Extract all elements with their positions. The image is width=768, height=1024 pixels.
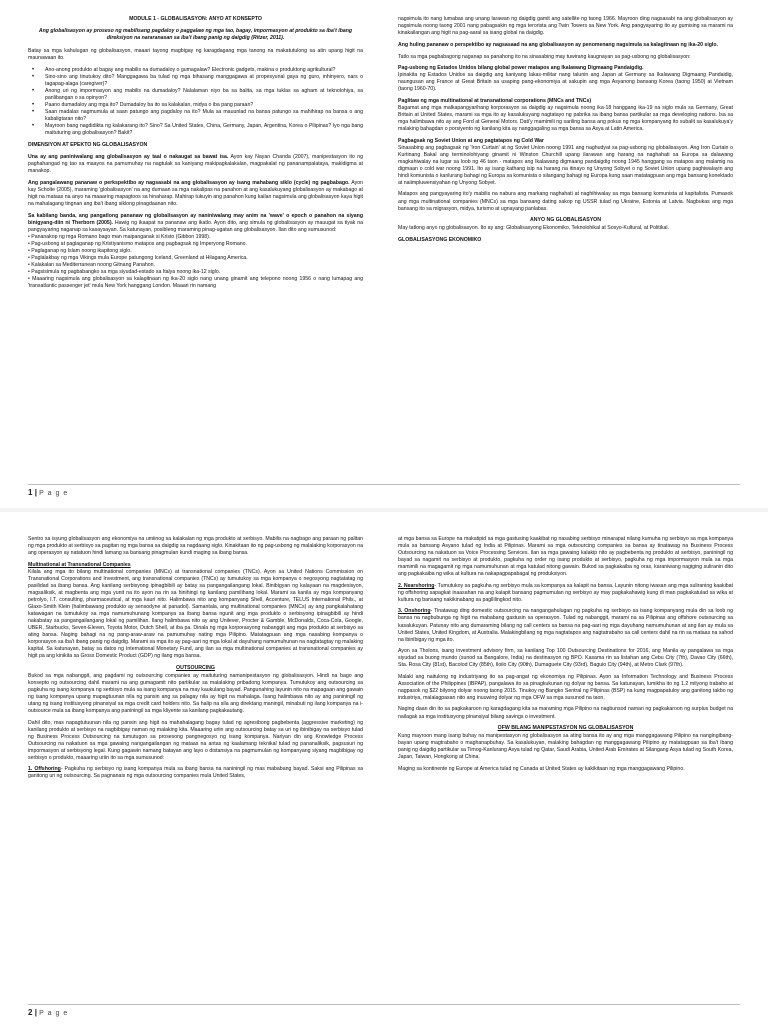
- page-number: 1: [28, 488, 33, 497]
- paragraph: [28, 180, 363, 208]
- paragraph: Kilala ang mga ito bilang multinational companies (MNCs) at transnational companies (TNCs). Ayon sa United Nations Commission on Transnational Corporations and Investment, ang transnational companies (TNCs) ay tumutukoy sa mga kompanya o negosyong nagtatatag ng pasilidad sa ibang bansa. Ang kanilang serbisyong ipinagbibili ay batay sa pangangailangang lokal. Binibigyan ng kalayaan na magdesisyon, magsaliksik, at magbenta ang mga yunit na ito ayon na rin sa hinihingi ng kanilang pamilihang lokal. Marami sa kanila ay mga kompanyang petrolyo, I.T. consulting, pharmaceutical, at mga kauri nito. Halimbawa nito ang kompanyang Shell, Accenture, TELUS International Phils., at Glaxo-Smith Klein (halimbawang produkto ay sensodyne at panadol). Samantala, ang multinational companies (MNCs) ay ang pangkalahatang katawagan na tumutukoy sa mga namumuhunang kompanya sa ibang bansa ngunit ang mga produkto o serbisyong ipinagbibili ay hindi nakabatay sa pangangailangang lokal ng pamilihan. Ilang halimbawa nito ay ang Unilever, Procter & Gamble, McDonalds, Coca-Cola, Google, UBER, Starbucks, Seven-Eleven, Toyota Motor, Dutch Shell, at iba pa. Dinala ng mga korporasyong nabanggit ang mga produkto at serbisyo sa ating bansa. Naging bahagi na ng pang-araw-araw na pamumuhay nating mga Pilipino. Matatagpuan ang mga nasabing kompanya o korporasyon sa iba't ibang panig ng daigdig. Marami sa mga ito ay pag-aari ng mga lokal at dayuhang namumuhunan na nagtatagtay ng malaking kapital. Sa katunayan, batay sa datos ng International Monetary Fund, ang ilan sa mga multinational companies at transnational companies ay higit pa ang kinikita sa Gross Domestic Product (GDP) ng ilang mga bansa.: [28, 568, 363, 660]
- paragraph-lead: 1. Offshoring: [28, 766, 61, 773]
- page-footer: [28, 1008, 68, 1017]
- page-label: P a g e: [39, 490, 69, 497]
- paragraph-text: - Pagkuha ng serbisyo ng isang kompanya mula sa ibang bansa na naniningil ng mas mababang bayad. Saksi ang Pilipinas sa ganitong uri ng outsourcing. Sa pagnanais ng mga outsourcing companies mula United States,: [28, 766, 363, 780]
- paragraph: Bagamat ang mga malkapangyarihang korporasyon sa daigdig ay nagsimula noong ika-18 hanggang ika-19 na siglo mula sa Germany, Great Britain at United States, marami sa mga ito ay kasalukuyang nagtatayo ng pabrika sa ibang bansa partikular sa mga developing nations. Isa sa mga halimbawa nito ay ang Ford at General Motors. Dati'y mamimili ng sariling bansa ang pokus ng mga kompanyang ito subalit sa kasalukuya'y malaking bahagdan o porsiyento ng kanilang kita ay nanggagaling sa mga bansa sa Asya at Latin America.: [398, 104, 733, 133]
- paragraph: Sentro sa isyung globalisasyon ang ekonomiya na umiinog sa kalakalan ng mga produkto at serbisyo. Mabilis na nagbago ang paraan ng palitan ng mga produkto at serbisyo sa pagitan ng mga bansa sa daigdig sa nagdaang siglo. Kinakitaan ito ng pag-usbong ng malalaking korporasyon na ang operasyon ay natatuon hindi lamang sa bansang pinagmulan kundi maging sa ibang bansa.: [28, 536, 363, 557]
- paragraph: at mga bansa sa Europe na makatipid sa mga gastusing kaakibat ng nasabing serbisyo minarapat nilang kumuha ng serbisyo sa mga kompanya mula sa bansang Asyano tulad ng India at Pilipinas. Marami sa mga outsourcing companies sa bansa ay tinatawag na Business Process Outsourcing na nakatuon sa Voice Processing Services. Ilan sa mga gawaing kalakip nito ay pagbebenta ng produkto at serbisyo, paniningil ng bayad sa nagamit na serbisyo at produkto, pagkuha ng order ng isang produkto at serbisyo, pagkuha ng mga impormasyon mula sa mga mamimili na magagamit ng mga namumuhunan at mga katulad nitong gawain. Bukod sa pagkakaiba ng oras, karaniwang nagiging suliranin dito ang pagkakaiba ng wika at kultura na nakapagpapabagal ng produksiyon.: [398, 536, 733, 578]
- section-heading: Pagbagsak ng Soviet Union at ang pagtatapos ng Cold War: [398, 137, 544, 144]
- page-number: 2: [28, 1008, 33, 1017]
- paragraph: May tatlong anyo ng globalisasyon. Ito ay ang: Globalisasyong Ekonomiko, Teknolohikal at Sosyo-Kultural, at Politikal.: [398, 225, 669, 232]
- paragraph-lead: 3. Onshoring: [398, 608, 431, 615]
- footer-divider: [28, 484, 740, 485]
- footer-separator: |: [34, 488, 37, 497]
- footer-separator: |: [34, 1008, 37, 1017]
- paragraph-lead: Una ay ang paniniwalang ang globalisasyon ay taal o nakaugat sa bawat isa.: [28, 154, 229, 161]
- list-item: • Mayroon bang nagdidikta ng kalakarang ito? Sino? Sa United States, China, Germany, Japan, Argentina, Korea o Pilipinas? Iyo nga bang maituturing ang globalisasyon? Bakit?: [45, 123, 363, 137]
- page2-right-column: [398, 536, 733, 777]
- list-item: • Maaaring nagsimula ang globalisasyon sa kalagitnaan ng ika-20 siglo nang unang ginamit ang telepono noong 1956 o nang lumapag ang 'transatlantic passenger jet' mula New York hanggang London. Maaari rin namang: [28, 276, 363, 290]
- section-heading: ANYO NG GLOBALISASYON: [530, 217, 601, 224]
- list-item: • Ano-anong produkto at bagay ang mabilis na dumadaloy o gumagalaw? Electronic gadgets, makina o produktong agrikultural?: [45, 67, 363, 74]
- list-item: • Pag-usbong at paglaganap ng Kristiyanismo matapos ang pagbagsak ng Imperyong Romano.: [28, 241, 363, 248]
- paragraph: Ayon sa Tholons, isang investment advisory firm, sa kanilang Top 100 Outsourcing Destinations for 2016, ang Manila ay pangalawa sa mga siyudad sa buong mundo (sunod sa Bangalore, India) na destinasyon ng BPO. Kasama rin sa listahan ang Cebu City (7th), Davao City (66th), Sta. Rosa City (81st), Bacolod City (85th), Iloilo City (90th), Dumaguete City (93rd), Baguio City (94th), at Metro Clark (97th).: [398, 648, 733, 669]
- intro-paragraph: Batay sa mga kahulugan ng globalisasyon, maaari tayong magbigay ng karagdagang mga tanong na makatutulong sa atin upang higit na maunawaan ito.: [28, 48, 363, 62]
- page1-left-column: [28, 16, 363, 290]
- footer-divider: [28, 1004, 740, 1005]
- page1-right-column: [398, 16, 733, 244]
- paragraph: [398, 608, 733, 643]
- list-item: • Paglaganap ng Islam noong ikapitong siglo.: [28, 248, 363, 255]
- paragraph: [398, 583, 733, 604]
- section-heading: Paglitaw ng mga multinational at transnational corporations (MNCs and TNCs): [398, 97, 592, 104]
- paragraph-text: - Tinatawag ding domestic outsourcing na nangangahulugan ng pagkuha ng serbisyo sa isang kompanyang mula din sa loob ng bansa na nagbubunga ng higit na mababang gastusin sa operasyon. Tulad ng nabanggit, marami na sa Pilipinas ang offshore outsourcing sa kasalukuyan. Patunay nito ang dumaraming bilang ng call centers sa bansa na pag-aari ng mga dayuhang namumuhunan at ang ilan ay mula sa United States, United Kingdom, at Australia. Malakingbilang ng mga nagtatapos ang nagtatrabaho sa call centers dahil na rin sa mataas na sahod na ibinibigay ng mga ito.: [398, 608, 733, 643]
- section-heading: DIMENSIYON AT EPEKTO NG GLOBALISASYON: [28, 142, 148, 149]
- section-heading: OUTSOURCING: [176, 664, 215, 671]
- paragraph-text: Ayon kay Scholte (2005), maraming 'globalisasyon' na ang dumaan sa mga nakalipas na panahon at ang kasalukuyang globalisasyon ay makabago at higit na mataas na anyo na maaaring mapagtoos sa hinaharap. Mahirap tukuyin ang panahon kung kailan nagsimula ang globalisasyon kaya higit na mahalagang tingnan ang iba't ibang siklong pinagdaanan nito.: [28, 179, 363, 208]
- module-title: MODULE 1 - GLOBALISASYON: ANYO AT KONSEPTO: [129, 16, 262, 22]
- paragraph: Kung mayroon mang isang buhay na manipestasyon ng globalisasyon sa ating bansa ito ay ang mga manggagawang Pilipino na nangingibang-bayan upang magtrabaho o maghanapbuhay. Sa kasalukuyan, malaking bahagdan ng manggagawang Pilipino ay matatagpuan sa iba't ibang panig ng daigdig partikular sa Timog-Kanlurang Asya tulad ng Qatar, Saudi Arabia, United Arab Emirates at Silangang Asya tulad ng South Korea, Japan, Taiwan, Hongkong at China.: [398, 733, 733, 761]
- paragraph: Ipinakita ng Estados Unidos sa daigdig ang kaniyang lakas-militar nang talunin ang Japan at Germany sa Ikalawang Digmaang Pandaidig, naungusan ang France at Great Britain sa usaping pang-ekonomiya at sakupin ang mga Asyanong bansang Korea (taong 1950) at Vietnam (taong 1960-70).: [398, 72, 733, 93]
- list-item: • Pananakop ng mga Romano bago man maipanganak si Kristo (Gibbon 1998).: [28, 234, 363, 241]
- section-heading: GLOBALISASYONG EKONOMIKO: [398, 236, 482, 243]
- section-heading: Ang huling pananaw o perspektibo ay nagsasaad na ang globalisasyon ay penomenang nagsimula sa kalagitnaan ng ika-20 siglo.: [398, 41, 718, 48]
- paragraph-text: Hawig ng ikaapat na pananaw ang ikatlo. Ayon dito, ang simula ng globalisasyon ay mauugat sa tiyak na pangyayaring naganap sa kasaysayan. Sa katunayan, posibleng maraming pinag-ugatan ang globalisasyon. Ilan dito ang sumusunod:: [28, 219, 363, 233]
- paragraph-lead: Sa kabilang banda, ang pangatlong pananaw ng globalisasyon ay naniniwalang may anim na 'wave' o epoch o panahon na siyang binigyang-diin ni Therborn (2005).: [28, 212, 363, 226]
- list-item: • Kalakalan sa Mediterranean noong Gitnang Panahon.: [28, 262, 363, 269]
- event-list: [28, 234, 363, 290]
- page-label: P a g e: [39, 1010, 69, 1017]
- page-footer: [28, 488, 68, 497]
- definition-quote: Ang globalisasyon ay proseso ng mabilisang pagdaloy o paggalaw ng mga tao, bagay, impormasyon at produkto sa iba't ibang direksiyon na nararanasan sa iba't ibang panig ng daigdig (Ritzer, 2011).: [38, 28, 353, 42]
- page2-left-column: [28, 536, 363, 785]
- paragraph-text: Ayon kay Nayan Chanda (2007), manipestasyon ito ng paghahangad ng tao sa maayos na pamumuhay na nagtulak sa kaniyang makipagkalakalan, magpakalat ng pananampalataya, makidigma at manakop.: [28, 154, 363, 175]
- paragraph: Matapos ang pangyayaring ito'y mabilis na nabura ang markang naghahati at naghihiwalay sa mga bansang komunista at kapitalista. Pumasok ang mga multinational companies (MNCs) sa mga bansang dating sakop ng USSR tulad ng Ukraine, Estonia at Latvia. Nagbukas ang mga bansang ito sa migrasyon, midya, turismo at ugnayang panlabas.: [398, 191, 733, 212]
- section-heading: OFW BILANG MANIPESTASYON NG GLOBALISASYON: [497, 725, 634, 732]
- section-heading: Multinational at Transnational Companies: [28, 561, 131, 568]
- paragraph: Tatlo sa mga pagbabagong naganap sa panahong ito na sinasabing may tuwirang kaugnayan sa pag-usbong ng globalisasyon:: [398, 53, 691, 60]
- paragraph: [28, 766, 363, 780]
- paragraph: Sinasabing ang pagbagsak ng 'Iron Curtain' at ng Soviet Union noong 1991 ang naghudyat sa pag-usbong ng globalisasyon. Ang Iron Curtain o Kurtinang Bakal ang terminolohiyang ginamit ni Winston Churchill upang ilarawan ang harang na naghahati sa Europa sa dalawang magkahiwalay na lugar sa loob ng 46 taon - matapos ang Ikalawang digmaang pandaigdig noong 1945 hanggang sa matapos ang malamig na digmaan o cold war noong 1991. Ito ay isang kathang isip na harang na itinayo ng Unyong Sobyet o ng Soviet Union upang paghiwalayin ang hindi komunista o kanlurang bahagi ng Europa sa komunista o silangang bahagi ng Europa kung saan matatagpuan ang mga bansang konektado at naiimpluwensiyahan ng Unyong Sobyet.: [398, 144, 733, 186]
- document-page-2: [0, 512, 768, 1024]
- paragraph: nagsimula ito nang lumabas ang unang larawan ng daigdig gamit ang satellite ng taong 1966. Mayroon ding nagsasabi na ang globalisasyon ay nagsimula noong taong 2001 nang pabagsakin ng mga terorista ang Twin Towers sa New York. Ang pangyayaring ito ay gumising sa marami na kinakailangan ang higit na pag-aaral sa isang global na daigdig.: [398, 16, 733, 37]
- list-item: • Sino-sino ang tinutukoy dito? Manggagawa ba tulad ng mga bihasang manggagawa at propesyunal gaya ng guro, inhinyero, nars o tagapag-alaga (caregiver)?: [45, 74, 363, 88]
- paragraph-lead: Ang pangalawang pananaw o perkspektibo ay nagsasabi na ang globalisasyon ay isang mahabang siklo (cycle) ng pagbabago.: [28, 179, 350, 186]
- paragraph: Bukod sa mga nabanggit, ang pagdami ng outsourcing companies ay maituturing namanipestasyon ng globalisasyon. Hindi na bago ang konsepto ng outsourcing dahil marami na ang gumagamit nito partikular sa malalaking pribadong kompanya. Tumutukoy ang outsourcing sa pagkuha ng isang kompanya ng serbisyo mula sa isang kompanya na may kaukulang bayad. Pangunahing layunin nito na mapagaan ang gawain ng isang kompanya upang mapagtuunan nila ng pansin ang sa palagay nila ay higit na mahalaga. Isang halimbawa nito ay ang paniningil ng utang ng isang institusyong pinansiyal sa mga credit card holders nito. Sa halip na sila ang direktang maningil, minabuti ng ilang kompanya na i-outsource mula sa ibang kompanya ang paniningil sa mga kliyente sa kanilang pagkakautang.: [28, 672, 363, 715]
- question-list: [28, 67, 363, 137]
- paragraph: Maging sa kontinente ng Europe at America tulad ng Canada at United States ay kakikitaan ng mga manggagawang Pilipino.: [398, 765, 685, 772]
- paragraph: Naging daan din ito sa pagkakaroon ng karagdagang kita sa maraming mga Pilipino na nagbunsod naman ng pagkakaroon ng surplus budget na nailagak sa mga institusyong pinansiyal bilang savings o investment.: [398, 706, 733, 720]
- list-item: • Saan madalas nagmumula at saan patungo ang pagdaloy na ito? Mula sa mauunlad na bansa patungo sa mahihirap na bansa o ang kabaligtaran nito?: [45, 109, 363, 123]
- list-item: • Pagsisimula ng pagbabangko sa mga siyudad-estado sa Italya noong ika-12 siglo.: [28, 269, 363, 276]
- list-item: • Paglalakbay ng mga Vikings mula Europe patungong Iceland, Greenland at Hilagang America.: [28, 255, 363, 262]
- paragraph: Malaki ang naitulong ng industriyang ito sa pag-angat ng ekonomiya ng Pilipinas. Ayon sa Information Technology and Business Process Association of the Philippines (IBPAP), pangalawa ito sa pinagkukunan ng dolyar ng bansa. Sa katunayan, lumikha ito ng 1.2 milyong trabaho at nagpasok ng $22 bilyong dolyar noong taong 2015. Tinukoy ng Bangko Sentral ng Pilipinas (BSP) na kung magpapatuloy ang ganitong takbo ng industriya, malalagpasan nito ang inuuwing dolyar ng mga OFW sa mga susunod na taon.: [398, 673, 733, 701]
- paragraph: [28, 154, 363, 175]
- paragraph-text: - Tumutukoy sa pagkuha ng serbisyo mula sa kompanya sa kalapit na bansa. Layunin nitong iwasan ang mga suliraning kaakibat ng offshoring sapagkat inaasahan na ang kalapit bansang pagmumulan ng serbisyo ay may pagkakahawig kung di man pagkakatulad sa wika at kultura ng bansang nakikinabang sa pagllilingkod nito.: [398, 582, 733, 603]
- section-heading: Pag-usbong ng Estados Unidos bilang global power matapos ang Ikalawang Digmaang Pandaigdig.: [398, 65, 644, 72]
- paragraph: Dahil dito, mas napagtutuunan nila ng pansin ang higit na mahahalagang bagay tulad ng agresibong pagbebenta (aggressive marketing) ng kanilang produkto at serbisyo na nagbibigay naman ng malaking kita. Maaaring uriin ang outsourcing batay sa uri ng ibinibigay na serbisyo tulad ng Business Process Outsourcing na tumutugon sa prosesong pangnegosyo ng isang kompanya. Nariyan din ang Knowledge Process Outsourcing na nakatuon sa mga gawaing nangangailangan ng mataas na antas ng kaalamang teknikal tulad ng pananaliksik, pagsusuri ng impormasyon at serbisyong legal. Kung gagawin namang batayan ang layo o distansiya na pagmumulan ng kompanyang siyang magbibigay ng serbisyo o produkto, maaaring uriin ito sa mga sumusunod:: [28, 719, 363, 761]
- paragraph-lead: 2. Nearshoring: [398, 582, 435, 589]
- paragraph: [28, 213, 363, 234]
- list-item: • Paano dumadaloy ang mga ito? Dumadaloy ba ito sa kalakalan, midya o iba pang paraan?: [45, 102, 363, 109]
- list-item: • Anong uri ng impormasyon ang mabilis na dumadaloy? Nalalaman niyo ba sa balita, sa mga tuklas sa agham at teknolohiya, sa panlibangan o sa opinyon?: [45, 88, 363, 102]
